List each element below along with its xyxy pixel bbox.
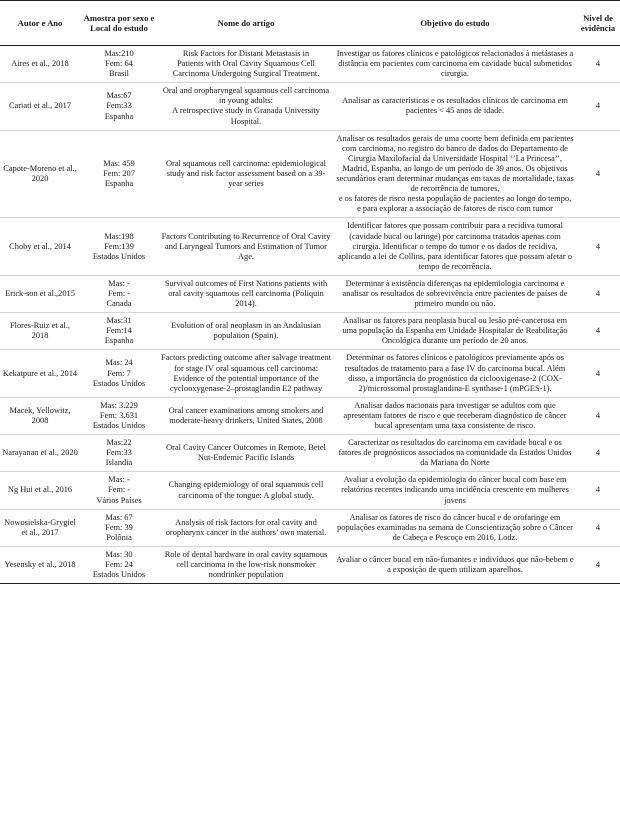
cell-autor: Capote-Moreno et al., 2020 (0, 130, 80, 218)
cell-amostra-line: Vários Países (96, 495, 142, 505)
cell-autor: Yesensky et al., 2018 (0, 546, 80, 583)
cell-autor: Narayanan et al., 2020 (0, 435, 80, 472)
cell-amostra-line: Mas:198 (104, 231, 134, 241)
cell-amostra-line: Fem: 39 (105, 522, 133, 532)
cell-artigo (158, 83, 334, 130)
cell-nivel: 4 (576, 130, 620, 218)
cell-objetivo-line: e os fatores de risco nesta população de pacientes ao longo do tempo, e para explorar a associação de fatores de risco com tumor (338, 194, 572, 214)
cell-artigo-line: Risk Factors for Distant Metastasis in (182, 49, 310, 58)
cell-amostra-line: Fem:33 (106, 448, 132, 458)
cell-amostra-line: Canada (106, 299, 132, 309)
table-row (0, 46, 620, 83)
cell-artigo-line: Oral cancer examinations among smokers and (168, 405, 324, 415)
cell-artigo (158, 218, 334, 275)
cell-autor: Erick-son et al.,2015 (0, 275, 80, 312)
cell-artigo-line: Patients with Oral Cavity Squamous Cell (177, 59, 315, 69)
cell-objetivo (334, 435, 576, 472)
cell-objetivo (334, 218, 576, 275)
cell-objetivo (334, 397, 576, 434)
cell-amostra-line: Mas:22 (106, 438, 132, 448)
cell-amostra-line: Espanha (104, 336, 134, 346)
cell-amostra-line: Mas: 67 (105, 512, 133, 522)
cell-objetivo-line: Analisar os fatores de risco do câncer bucal e de orofaringe em populações examinadas na semana de Conscientização sobre o Câncer de Cabeça e Pescoço em 2016, Lodz. (337, 512, 573, 542)
cell-amostra (80, 218, 158, 275)
cell-amostra-line: Brasil (108, 69, 129, 79)
table-row (0, 472, 620, 509)
cell-artigo (158, 275, 334, 312)
cell-amostra-line: Islandia (105, 458, 133, 468)
cell-amostra-line: Mas: - (108, 278, 130, 288)
cell-amostra (80, 46, 158, 83)
cell-amostra-line: Mas:31 (106, 316, 132, 326)
cell-objetivo-line: Caracterizar os resultados do carcinoma em cavidade bucal e os fatores de prognósticos associados na comunidade da Estados Unidos da Mariana do Norte (338, 438, 572, 468)
cell-amostra-line: Fem:14 (106, 326, 132, 336)
cell-artigo-line: Oral Cavity Cancer Outcomes in Remote, Betel Nut-Endemic Pacific Islands (166, 443, 326, 463)
cell-amostra-line: Mas: - (108, 475, 130, 485)
cell-amostra (80, 546, 158, 583)
cell-amostra-line: Fem:33 (106, 101, 132, 111)
cell-nivel: 4 (576, 275, 620, 312)
cell-autor: Ng Hui et al., 2016 (0, 472, 80, 509)
cell-nivel: 4 (576, 509, 620, 546)
cell-nivel: 4 (576, 350, 620, 397)
cell-objetivo-line: Analisar as características e os resultados clínicos de carcinoma em pacientes < 45 anos de idade. (342, 96, 568, 116)
cell-objetivo-line: Avaliar o câncer bucal em não-fumantes e indivíduos que não-bebem e a exposição de quem utilizam aparelhos. (336, 554, 574, 575)
cell-autor: Flores-Ruiz et al., 2018 (0, 313, 80, 350)
header-article: Nome do artigo (158, 1, 334, 46)
table-row (0, 83, 620, 130)
table-row (0, 218, 620, 275)
cell-artigo-line: Factors predicting outcome after salvage treatment for stage IV oral squamous cell carcinoma: Evidence of the potential importance of the cyclooxygenase-2–prostaglandin E2 pathway (161, 353, 331, 393)
cell-amostra (80, 275, 158, 312)
cell-objetivo-line: Analisar dados nacionais para investigar se adultos com que apresentam fatores de risco e que receberam diagnóstico de câncer bucal apresentam uma taxa consistente de risco. (343, 400, 567, 430)
cell-objetivo-line: Determinar à existência diferenças na epidemiologia carcinoma e analisar os resultados de sobrevivência entre pacientes de países de primeiro mundo ou não. (342, 278, 568, 309)
cell-objetivo (334, 472, 576, 509)
cell-amostra-line: Fem: - (107, 485, 131, 495)
cell-autor: Macek, Yellowitz, 2008 (0, 397, 80, 434)
table-row (0, 350, 620, 397)
cell-objetivo (334, 83, 576, 130)
cell-amostra-line: Estados Unidos (92, 251, 146, 261)
cell-artigo-line: Analysis of risk factors for oral cavity and oropharynx cancer in the authors’ own material. (165, 517, 327, 537)
cell-amostra-line: Mas: 24 (105, 358, 133, 368)
cell-amostra-line: Estados Unidos (92, 378, 146, 388)
cell-nivel: 4 (576, 218, 620, 275)
cell-artigo (158, 509, 334, 546)
cell-artigo (158, 435, 334, 472)
table-row (0, 130, 620, 218)
cell-artigo (158, 130, 334, 218)
cell-objetivo-line: Investigar os fatores clínicos e patológicos relacionados à metástases a distância em pacientes com carcinoma em cavidade bucal submetidos cirurgia. (336, 49, 574, 79)
cell-nivel: 4 (576, 46, 620, 83)
cell-objetivo (334, 130, 576, 218)
table-row (0, 275, 620, 312)
cell-amostra (80, 83, 158, 130)
cell-artigo-line: Factors Contributing to Recurrence of Oral Cavity and Laryngeal Tumors and Estimation of Tumor Age. (161, 231, 331, 261)
cell-amostra-line: Mas: 3.229 (100, 400, 138, 410)
cell-artigo-line: Changing epidemiology of oral squamous cell carcinoma of the tongue: A global study. (168, 480, 324, 500)
cell-artigo-line: Survival outcomes of First Nations patients with oral cavity squamous cell carcinoma (Poliquin 2014). (164, 278, 328, 309)
header-evidence: Nível de evidência (576, 1, 620, 46)
cell-amostra (80, 397, 158, 434)
cell-objetivo-line: Analisar os resultados gerais de uma coorte bem definida em pacientes com carcinoma, no registro do banco de dados do Departamento de Cirurgia Maxilofacial da Universidade Hospital ‘’La Princesa’’, Madrid, Espanha, ao longo de um período de 39 anos. Os objetivos secundários eram determinar mudanças em taxas de mortalidade, taxas de recorrência de tumores, (336, 133, 574, 194)
cell-objetivo (334, 350, 576, 397)
cell-autor: Aires et al., 2018 (0, 46, 80, 83)
cell-artigo-line: Oral and oropharyngeal squamous cell carcinoma in young adults: (162, 86, 330, 106)
cell-artigo-line: Oral squamous cell carcinoma: epidemiological study and risk factor assessment based on a 39-year series (165, 158, 326, 189)
cell-amostra-line: Fem: 64 (105, 59, 133, 69)
cell-amostra-line: Fem: 3.631 (99, 410, 139, 420)
header-row (0, 1, 620, 46)
cell-amostra-line: Mas:67 (106, 91, 132, 101)
cell-amostra (80, 509, 158, 546)
table-row (0, 313, 620, 350)
cell-nivel: 4 (576, 397, 620, 434)
cell-nivel: 4 (576, 435, 620, 472)
cell-objetivo-line: Determinar os fatores clínicos e patológicos previamente após os resultados de tratamento para a fase IV do carcinoma bucal. Além disso, a importância do prognóstico da ciclooxigenase-2 (COX-2)/microssomal prostaglandina-E synthase-1 (mPGES-1). (344, 353, 566, 393)
cell-amostra-line: Estados Unidos (92, 421, 146, 430)
cell-artigo (158, 46, 334, 83)
cell-artigo-line: A retrospective study in Granada University Hospital. (172, 106, 320, 126)
cell-objetivo-line: Avaliar a evolução da epidemiologia do câncer bucal com base em relatórios recentes indicando uma incidência crescente em mulheres jovens (341, 475, 569, 505)
cell-amostra (80, 130, 158, 218)
cell-amostra-line: Fem: 207 (103, 168, 135, 178)
cell-objetivo (334, 275, 576, 312)
cell-amostra-line: Mas: 30 (105, 549, 133, 559)
cell-amostra-line: Fem: 24 (105, 560, 133, 570)
cell-nivel: 4 (576, 313, 620, 350)
cell-amostra-line: Fem: - (107, 288, 131, 298)
cell-artigo-line: Role of dental hardware in oral cavity squamous cell carcinoma in the low-risk nonsmoker nondrinker population (164, 549, 328, 580)
cell-objetivo (334, 546, 576, 583)
cell-amostra (80, 435, 158, 472)
cell-amostra-line: Estados Unidos (92, 570, 146, 580)
cell-autor: Cariati et al., 2017 (0, 83, 80, 130)
cell-artigo (158, 472, 334, 509)
cell-nivel: 4 (576, 472, 620, 509)
cell-artigo-line: Evolution of oral neoplasm in an Andalusian population (Spain). (171, 321, 321, 341)
cell-autor: Choby et al., 2014 (0, 218, 80, 275)
cell-artigo (158, 397, 334, 434)
cell-objetivo-line: Analisar os fatores para neoplasia bucal ou lesão pré-cancerosa em uma população da Espanha em Unidade Hospitalar de Reabilitação Oncológica durante um período de 20 anos. (342, 316, 568, 346)
cell-amostra (80, 313, 158, 350)
cell-artigo (158, 546, 334, 583)
cell-autor: Kekatpure et al., 2014 (0, 350, 80, 397)
cell-amostra-line: Mas: 459 (103, 158, 135, 168)
cell-amostra-line: Mas:210 (104, 49, 134, 58)
table-row (0, 546, 620, 583)
cell-amostra-line: Polônia (106, 532, 132, 542)
header-sample: Amostra por sexo e Local do estudo (80, 1, 158, 46)
cell-amostra-line: Fem: 7 (107, 368, 131, 378)
cell-objetivo-line: Identificar fatores que possam contribuir para a recidiva tumoral (cavidade bucal ou laringe) por carcinoma tratados apenas com cirurgia. Identificar o tempo do tumor e os dados de recidiva, aplicando a lei de Collins, para identificar fatores que possam afetar o tempo de recorrência. (338, 221, 572, 271)
cell-amostra-line: Espanha (104, 179, 134, 189)
cell-nivel: 4 (576, 546, 620, 583)
header-author: Autor e Ano (0, 1, 80, 46)
cell-amostra-line: Espanha (104, 111, 134, 121)
table-row (0, 509, 620, 546)
cell-objetivo (334, 313, 576, 350)
header-objective: Objetivo do estudo (334, 1, 576, 46)
cell-artigo (158, 350, 334, 397)
cell-objetivo (334, 509, 576, 546)
cell-autor: Nowosielska-Grygiel et al., 2017 (0, 509, 80, 546)
cell-artigo (158, 313, 334, 350)
cell-nivel: 4 (576, 83, 620, 130)
table-row (0, 435, 620, 472)
cell-amostra-line: Fem:139 (104, 241, 134, 251)
table-row (0, 397, 620, 434)
cell-objetivo (334, 46, 576, 83)
cell-artigo-line: Carcinoma Undergoing Surgical Treatment. (172, 69, 320, 79)
cell-amostra (80, 350, 158, 397)
cell-artigo-line: moderate-heavy drinkers, United States, 2008 (169, 415, 323, 425)
cell-amostra (80, 472, 158, 509)
